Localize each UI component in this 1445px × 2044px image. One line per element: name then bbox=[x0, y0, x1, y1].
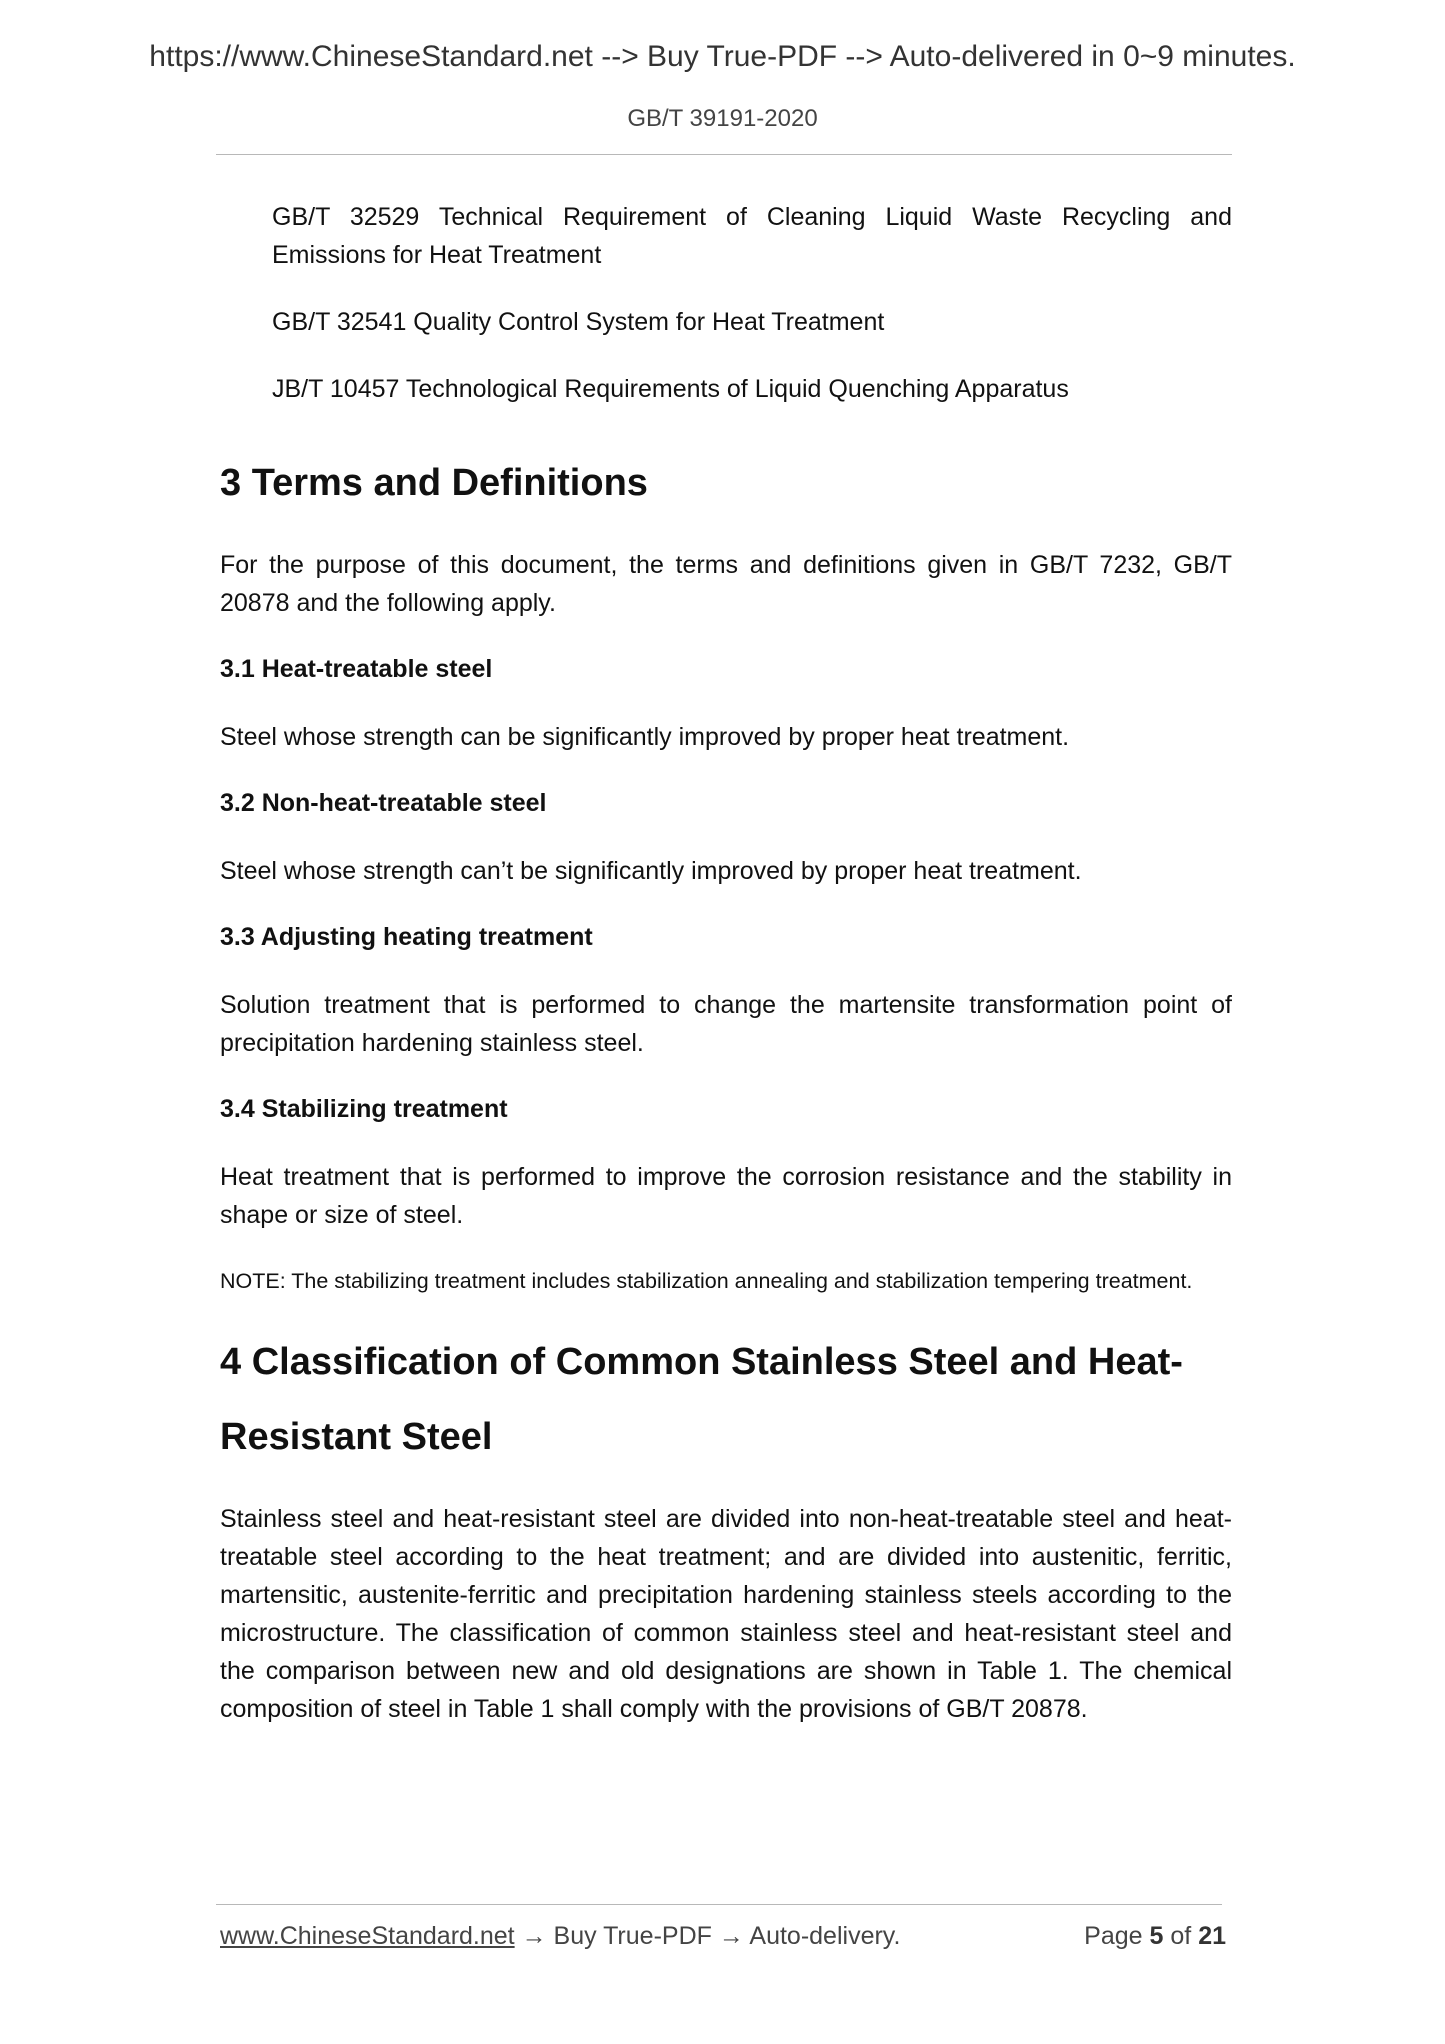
section-4-heading bbox=[220, 1325, 1232, 1475]
section-4-body: Stainless steel and heat-resistant steel are divided into non-heat-treatable steel and heat-treatable steel according to the heat treatment; and are divided into austenitic, ferritic, martensitic, austenite-ferritic and precipitation hardening stainless steels according to the microstructure. The classification of common stainless steel and heat-resistant steel and the comparison between new and old designations are shown in Table 1. The chemical composition of steel in Table 1 shall comply with the provisions of GB/T 20878. bbox=[220, 1505, 1232, 1723]
page-current: 5 bbox=[1149, 1922, 1164, 1950]
term-definition: Solution treatment that is performed to change the martensite transformation point of precipitation hardening stainless steel. bbox=[220, 991, 1232, 1057]
page-label: Page bbox=[1084, 1922, 1143, 1950]
note: NOTE: The stabilizing treatment includes stabilization annealing and stabilization tempering treatment. bbox=[220, 1269, 1193, 1293]
section-3-intro: For the purpose of this document, the terms and definitions given in GB/T 7232, GB/T 20878 and the following apply. bbox=[220, 551, 1232, 617]
page-content bbox=[220, 198, 1232, 1756]
term-title: 3.3 Adjusting heating treatment bbox=[220, 923, 593, 951]
reference-item: JB/T 10457 Technological Requirements of Liquid Quenching Apparatus bbox=[272, 375, 1069, 403]
document-code: GB/T 39191-2020 bbox=[627, 105, 818, 132]
reference-item: GB/T 32541 Quality Control System for Heat Treatment bbox=[272, 308, 885, 336]
header-divider bbox=[216, 154, 1232, 155]
footer bbox=[220, 1922, 1226, 1951]
term-title: 3.2 Non-heat-treatable steel bbox=[220, 789, 547, 817]
section-4-heading-line1: 4 Classification of Common Stainless Steel and Heat- bbox=[220, 1341, 1183, 1383]
page-of: of bbox=[1170, 1922, 1192, 1950]
section-4-heading-line2: Resistant Steel bbox=[220, 1416, 493, 1458]
term-title: 3.1 Heat-treatable steel bbox=[220, 655, 493, 683]
term-definition: Steel whose strength can’t be significantly improved by proper heat treatment. bbox=[220, 857, 1082, 885]
term-definition: Steel whose strength can be significantly improved by proper heat treatment. bbox=[220, 723, 1070, 751]
footer-website-link[interactable]: www.ChineseStandard.net bbox=[220, 1922, 515, 1950]
reference-item: GB/T 32529 Technical Requirement of Cleaning Liquid Waste Recycling and Emissions for Heat Treatment bbox=[272, 203, 1232, 269]
page-indicator bbox=[1084, 1922, 1226, 1951]
page-total: 21 bbox=[1198, 1922, 1226, 1950]
top-banner: https://www.ChineseStandard.net --> Buy True-PDF --> Auto-delivered in 0~9 minutes. bbox=[149, 40, 1296, 73]
term-title: 3.4 Stabilizing treatment bbox=[220, 1095, 508, 1123]
section-3-heading: 3 Terms and Definitions bbox=[220, 462, 648, 504]
footer-divider bbox=[216, 1904, 1222, 1905]
term-definition: Heat treatment that is performed to improve the corrosion resistance and the stability in shape or size of steel. bbox=[220, 1163, 1232, 1229]
footer-tagline: → Buy True-PDF → Auto-delivery. bbox=[514, 1922, 901, 1950]
